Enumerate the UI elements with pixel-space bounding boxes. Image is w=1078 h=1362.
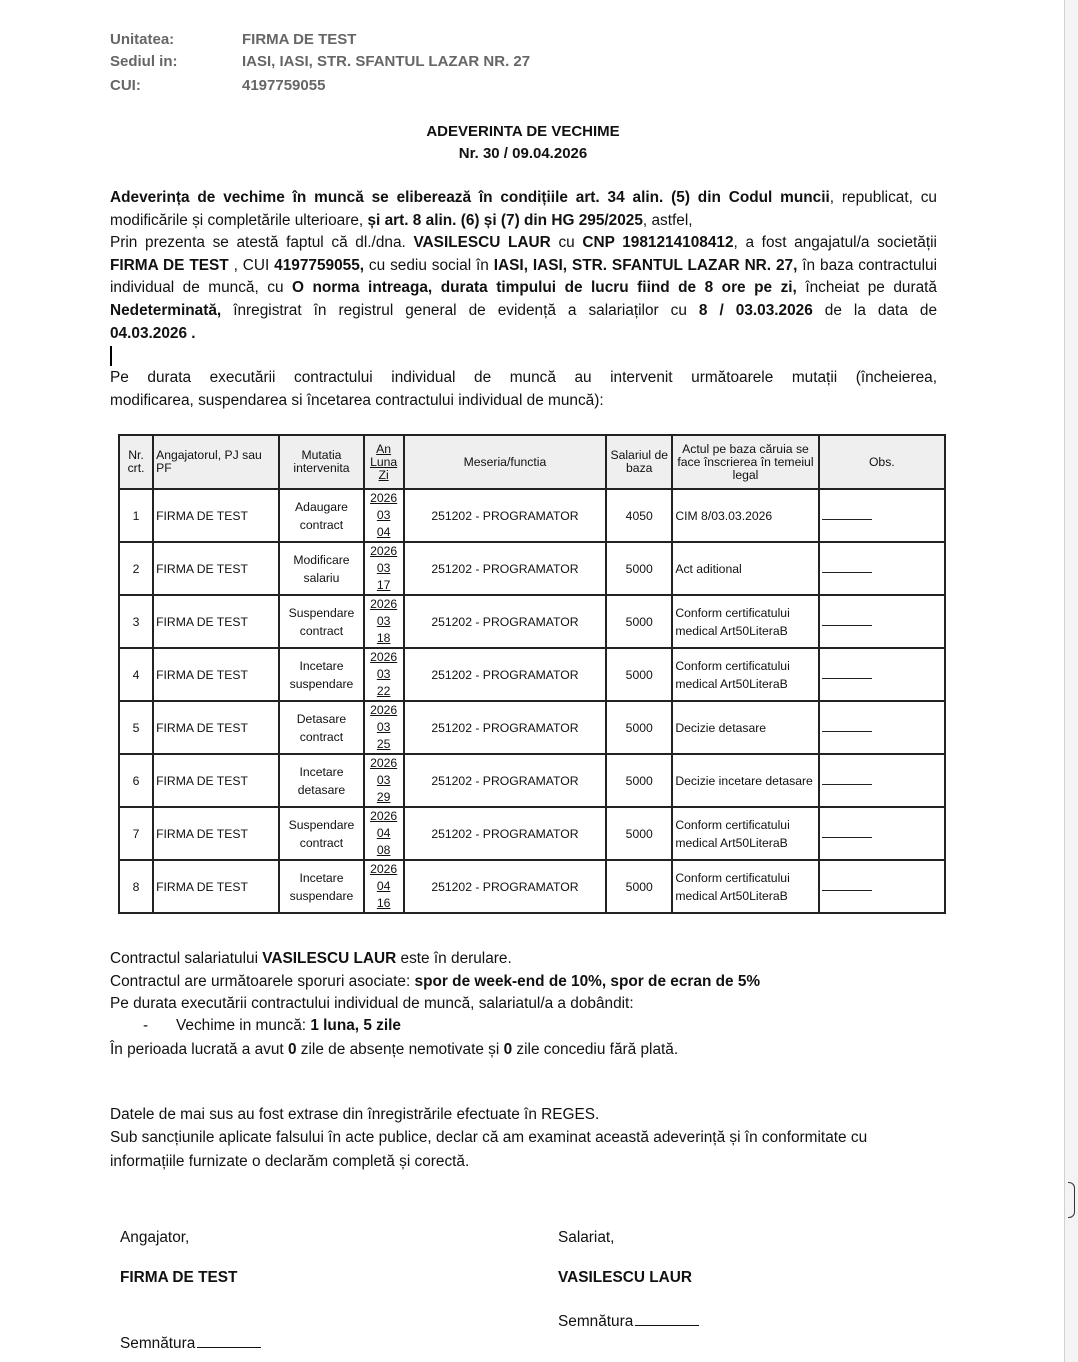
summary-block: Contractul salariatului VASILESCU LAUR este în derulare. Contractul are următoarele sporuri asociate: spor de week-end de 10%, spor de ecran de 5% Pe durata executării contractului individual de muncă, salariatul/a a dobândit: - Vechime in muncă: 1 luna, 5 zile În perioada lucrată a avut 0 zile de absențe nemotivate și 0 zile concediu fără plată. xyxy=(110,950,761,1058)
table-row xyxy=(119,860,945,913)
cell-job: 251202 - PROGRAMATOR xyxy=(404,595,606,648)
cell-act: Conform certificatului medical Art50LiteraB xyxy=(672,860,818,913)
header-year: An xyxy=(376,441,392,456)
intro-text: de la data de xyxy=(812,301,938,319)
cell-salary: 5000 xyxy=(606,807,672,860)
table-header-row xyxy=(119,435,945,489)
mutations-intro-line-1: Pe durata executării contractului individual de muncă au intervenit următoarele mutații (încheierea, xyxy=(110,369,937,386)
cell-date: 2026 03 25 xyxy=(364,701,404,754)
cell-job: 251202 - PROGRAMATOR xyxy=(404,648,606,701)
employer-label: Angajator, xyxy=(120,1229,190,1246)
cell-act: Conform certificatului medical Art50LiteraB xyxy=(672,595,818,648)
header-employer: Angajatorul, PJ sau PF xyxy=(153,435,279,489)
cell-nr: 3 xyxy=(119,595,153,648)
cell-employer: FIRMA DE TEST xyxy=(153,754,279,807)
intro-text: în baza contractului xyxy=(797,256,937,274)
header-cui-value: 4197759055 xyxy=(242,77,326,94)
intro-text: , CUI xyxy=(228,256,275,274)
registry-number: 8 / 03.03.2026 xyxy=(698,301,813,319)
summary-absences: În perioada lucrată a avut 0 zile de absențe nemotivate și 0 zile concediu fără plată. xyxy=(110,1041,679,1058)
table-row xyxy=(119,701,945,754)
employee-name: VASILESCU LAUR xyxy=(413,234,551,252)
intro-line-6 xyxy=(110,300,937,323)
table-row xyxy=(119,648,945,701)
contract-duration: Nedeterminată, xyxy=(110,301,222,319)
cell-obs xyxy=(819,489,945,542)
cell-salary: 5000 xyxy=(606,648,672,701)
company-cui: 4197759055, xyxy=(274,256,365,274)
summary-bonus-list: spor de week-end de 10%, spor de ecran de 5% xyxy=(414,973,761,990)
cell-date: 2026 03 22 xyxy=(364,648,404,701)
cell-mutation: Incetare suspendare xyxy=(279,648,363,701)
cell-mutation: Modificare salariu xyxy=(279,542,363,595)
cell-obs xyxy=(819,807,945,860)
header-act: Actul pe baza căruia se face înscrierea în temeiul legal xyxy=(672,435,818,489)
cell-nr: 6 xyxy=(119,754,153,807)
cell-act: CIM 8/03.03.2026 xyxy=(672,489,818,542)
intro-text: încheiat pe durată xyxy=(796,279,937,297)
cell-salary: 5000 xyxy=(606,542,672,595)
cell-mutation: Incetare detasare xyxy=(279,754,363,807)
cell-job: 251202 - PROGRAMATOR xyxy=(404,807,606,860)
cell-date: 2026 03 18 xyxy=(364,595,404,648)
cell-employer: FIRMA DE TEST xyxy=(153,701,279,754)
legal-basis-hg: și art. 8 alin. (6) și (7) din HG 295/2025 xyxy=(367,211,643,229)
document-title: ADEVERINTA DE VECHIME xyxy=(426,123,620,140)
closing-block xyxy=(110,1106,940,1176)
intro-text: înregistrat în registrul general de evidență a salariaților cu xyxy=(221,301,699,319)
employer-name: FIRMA DE TEST xyxy=(120,1269,238,1286)
intro-text: , a fost angajatul/a societății xyxy=(733,234,937,252)
employee-signature-line[interactable] xyxy=(635,1311,699,1326)
mutations-intro-line-2: modificarea, suspendarea si încetarea contractului individual de muncă): xyxy=(110,391,604,409)
summary-bonuses: Contractul are următoarele sporuri asociate: spor de week-end de 10%, spor de ecran de 5% xyxy=(110,973,761,990)
cell-nr: 1 xyxy=(119,489,153,542)
header-day: Zi xyxy=(378,467,389,482)
intro-line-4 xyxy=(110,255,937,278)
cell-act: Conform certificatului medical Art50LiteraB xyxy=(672,648,818,701)
cell-nr: 4 xyxy=(119,648,153,701)
cell-job: 251202 - PROGRAMATOR xyxy=(404,860,606,913)
table-row xyxy=(119,807,945,860)
summary-contract-status: Contractul salariatului VASILESCU LAUR este în derulare. xyxy=(110,950,512,967)
cell-date: 2026 03 04 xyxy=(364,489,404,542)
bullet-dash: - xyxy=(143,1017,149,1034)
summary-acquired: Pe durata executării contractului individual de muncă, salariatul/a a dobândit: xyxy=(110,995,634,1012)
table-row xyxy=(119,489,945,542)
cell-date: 2026 04 08 xyxy=(364,807,404,860)
closing-line-2: Sub sancțiunile aplicate falsului în acte publice, declar că am examinat această adeverință și în conformitate cu xyxy=(110,1129,868,1146)
legal-basis-codul-muncii: Adeverința de vechime în muncă se eliberează în condițiile art. 34 alin. (5) din Codul muncii xyxy=(110,189,830,206)
unpaid-leave-count: 0 xyxy=(503,1041,513,1058)
intro-line-3 xyxy=(110,232,937,255)
cell-salary: 5000 xyxy=(606,754,672,807)
header-obs: Obs. xyxy=(819,435,945,489)
cell-nr: 5 xyxy=(119,701,153,754)
cell-job: 251202 - PROGRAMATOR xyxy=(404,489,606,542)
intro-line-5 xyxy=(110,277,937,300)
intro-paragraph xyxy=(110,187,937,345)
header-mutation: Mutatia intervenita xyxy=(279,435,363,489)
summary-employee-name: VASILESCU LAUR xyxy=(262,950,397,967)
cell-employer: FIRMA DE TEST xyxy=(153,542,279,595)
closing-line-1: Datele de mai sus au fost extrase din înregistrările efectuate în REGES. xyxy=(110,1106,600,1123)
cell-employer: FIRMA DE TEST xyxy=(153,489,279,542)
employee-cnp: CNP 1981214108412 xyxy=(582,234,734,252)
table-row xyxy=(119,754,945,807)
cell-nr: 2 xyxy=(119,542,153,595)
intro-text: Prin prezenta se atestă faptul că dl./dna. xyxy=(110,234,414,252)
employee-label: Salariat, xyxy=(558,1229,615,1246)
header-salary: Salariul de baza xyxy=(606,435,672,489)
cell-mutation: Suspendare contract xyxy=(279,807,363,860)
mutations-intro xyxy=(110,367,937,412)
cell-job: 251202 - PROGRAMATOR xyxy=(404,754,606,807)
work-norm: O norma intreaga, durata timpului de lucru fiind de 8 ore pe zi, xyxy=(292,279,797,297)
start-date: 04.03.2026 . xyxy=(110,324,196,342)
cell-employer: FIRMA DE TEST xyxy=(153,860,279,913)
intro-line-2 xyxy=(110,210,937,233)
text-cursor[interactable] xyxy=(110,346,112,366)
cell-obs xyxy=(819,595,945,648)
cell-date: 2026 03 17 xyxy=(364,542,404,595)
cell-salary: 4050 xyxy=(606,489,672,542)
absences-count: 0 xyxy=(287,1041,297,1058)
cell-act: Decizie detasare xyxy=(672,701,818,754)
cell-salary: 5000 xyxy=(606,860,672,913)
employer-signature-line[interactable] xyxy=(197,1333,261,1348)
intro-text: individual de muncă, cu xyxy=(110,279,293,297)
table-row xyxy=(119,595,945,648)
cell-job: 251202 - PROGRAMATOR xyxy=(404,701,606,754)
header-seat-label: Sediul in: xyxy=(110,53,178,70)
employee-name-signature: VASILESCU LAUR xyxy=(558,1269,692,1286)
header-job: Meseria/functia xyxy=(404,435,606,489)
mutations-table xyxy=(118,434,946,914)
cell-salary: 5000 xyxy=(606,701,672,754)
cell-mutation: Adaugare contract xyxy=(279,489,363,542)
company-name: FIRMA DE TEST xyxy=(110,256,229,274)
cell-obs xyxy=(819,648,945,701)
cell-employer: FIRMA DE TEST xyxy=(153,648,279,701)
cell-mutation: Suspendare contract xyxy=(279,595,363,648)
page-edge xyxy=(1064,0,1065,1362)
cell-act: Conform certificatului medical Art50LiteraB xyxy=(672,807,818,860)
cell-act: Decizie incetare detasare xyxy=(672,754,818,807)
cell-mutation: Incetare suspendare xyxy=(279,860,363,913)
cell-date: 2026 03 29 xyxy=(364,754,404,807)
cell-nr: 7 xyxy=(119,807,153,860)
company-address: IASI, IASI, STR. SFANTUL LAZAR NR. 27, xyxy=(493,256,798,274)
intro-text: cu sediu social în xyxy=(364,256,494,274)
cell-obs xyxy=(819,860,945,913)
intro-text: cu xyxy=(550,234,583,252)
cell-salary: 5000 xyxy=(606,595,672,648)
cell-date: 2026 04 16 xyxy=(364,860,404,913)
intro-line-7 xyxy=(110,323,937,346)
cell-obs xyxy=(819,701,945,754)
page-margin-shade xyxy=(1065,0,1078,1362)
header-seat-value: IASI, IASI, STR. SFANTUL LAZAR NR. 27 xyxy=(242,53,531,70)
closing-line-3: informațiile furnizate o declarăm completă și corectă. xyxy=(110,1153,470,1170)
header-unit-value: FIRMA DE TEST xyxy=(242,31,357,48)
cell-employer: FIRMA DE TEST xyxy=(153,595,279,648)
header-unit-label: Unitatea: xyxy=(110,31,175,48)
cell-nr: 8 xyxy=(119,860,153,913)
header-month: Luna xyxy=(370,454,398,469)
header-date xyxy=(364,435,404,489)
cell-obs xyxy=(819,754,945,807)
cell-obs xyxy=(819,542,945,595)
seniority-value: 1 luna, 5 zile xyxy=(310,1017,401,1034)
header-cui-label: CUI: xyxy=(110,77,141,94)
cell-employer: FIRMA DE TEST xyxy=(153,807,279,860)
intro-line-1 xyxy=(110,187,937,210)
intro-text: , astfel, xyxy=(642,211,693,229)
table-row xyxy=(119,542,945,595)
cell-job: 251202 - PROGRAMATOR xyxy=(404,542,606,595)
intro-text: , republicat, cu xyxy=(829,189,937,206)
employer-signature: Semnătura xyxy=(120,1333,261,1353)
cell-mutation: Detasare contract xyxy=(279,701,363,754)
header-nr: Nr. crt. xyxy=(119,435,153,489)
employee-signature: Semnătura xyxy=(558,1311,699,1331)
cell-act: Act aditional xyxy=(672,542,818,595)
document-number: Nr. 30 / 09.04.2026 xyxy=(458,145,588,162)
intro-text: modificările și completările ulterioare, xyxy=(110,211,368,229)
scroll-bracket-icon[interactable] xyxy=(1068,1182,1075,1218)
